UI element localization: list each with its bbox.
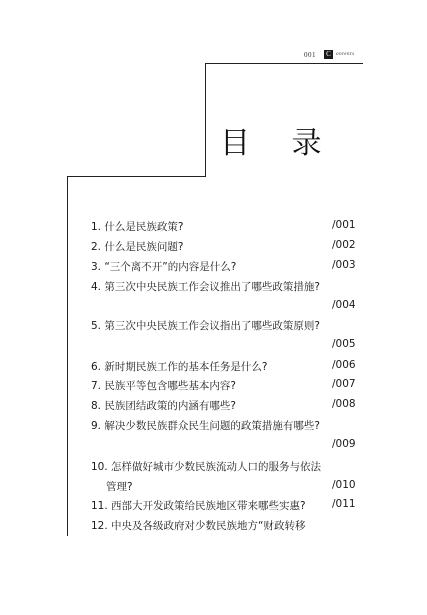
toc-entry-page[interactable]: /001 [332,219,356,231]
toc-entry-page[interactable]: /009 [332,438,356,450]
toc-entry-page[interactable]: /011 [332,498,356,510]
header-initial-box: C [324,50,333,59]
toc-entry-text[interactable]: 4. 第三次中央民族工作会议推出了哪些政策措施? [91,281,320,293]
toc-entry-text[interactable]: 9. 解决少数民族群众民生问题的政策措施有哪些? [91,420,320,432]
toc-entry-text[interactable]: 8. 民族团结政策的内涵有哪些? [91,400,236,412]
toc-entry-text[interactable]: 7. 民族平等包含哪些基本内容? [91,380,236,392]
page-title: 目 录 [220,126,338,161]
toc-entry-page[interactable]: /005 [332,338,356,350]
toc-entry-text[interactable]: 10. 怎样做好城市少数民族流动人口的服务与依法 [91,461,322,473]
toc-entry-text[interactable]: 11. 西部大开发政策给民族地区带来哪些实惠? [91,500,306,512]
toc-entry-text[interactable]: 1. 什么是民族政策? [91,221,184,233]
toc-entry-text[interactable]: 6. 新时期民族工作的基本任务是什么? [91,361,268,373]
toc-entry-text[interactable]: 5. 第三次中央民族工作会议指出了哪些政策原则? [91,320,320,332]
toc-entry-page[interactable]: /002 [332,239,356,251]
toc-entry-page[interactable]: /003 [332,259,356,271]
toc-entry-continuation[interactable]: 管理? [106,481,133,493]
toc-entry-page[interactable]: /010 [332,479,356,491]
toc-entry-page[interactable]: /008 [332,398,356,410]
toc-entry-text[interactable]: 3. “三个离不开”的内容是什么? [91,261,237,273]
toc-entry-page[interactable]: /006 [332,359,356,371]
toc-entry-page[interactable]: /004 [332,299,356,311]
header-contents-word: ontents [336,52,355,57]
header-page-number: 001 [304,51,316,59]
toc-entry-text[interactable]: 12. 中央及各级政府对少数民族地方“财政转移 [91,520,306,532]
toc-entry-text[interactable]: 2. 什么是民族问题? [91,241,184,253]
toc-entry-page[interactable]: /007 [332,378,356,390]
